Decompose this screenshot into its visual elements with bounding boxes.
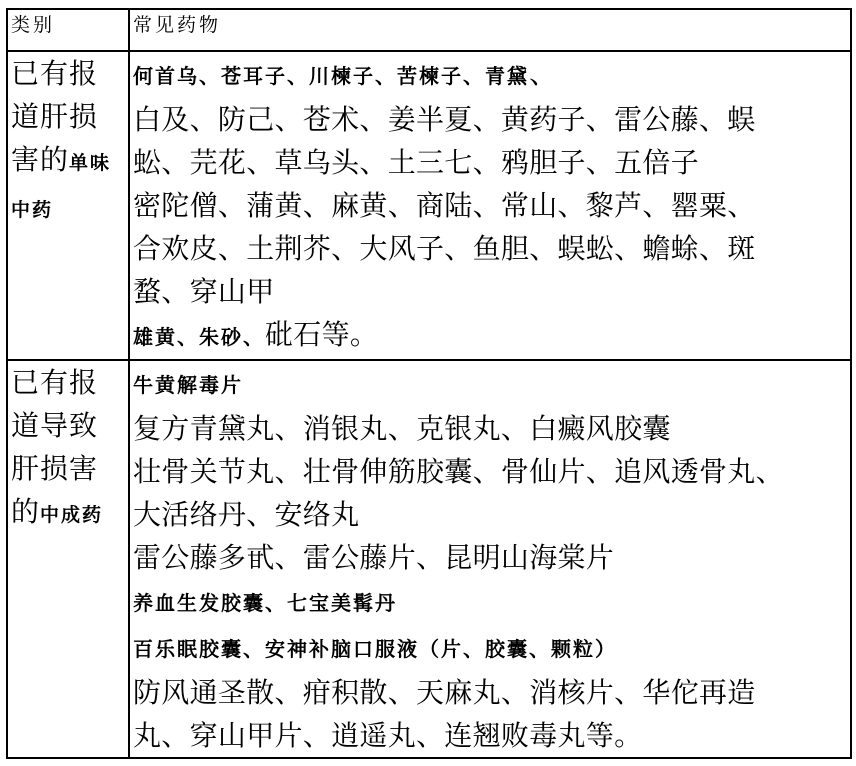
drug-line (133, 579, 847, 625)
drug-line (133, 227, 847, 270)
drug-bold: 雄黄、朱砂、 (133, 325, 265, 349)
drug-plain: 白及、防己、苍术、姜半夏、黄药子、雷公藤、蜈 (133, 103, 756, 136)
drug-line (133, 450, 847, 493)
header-drugs: 常见药物 (129, 9, 851, 51)
drug-line (133, 313, 847, 359)
category-cell (7, 360, 129, 758)
drug-line (133, 671, 847, 714)
drugs-cell (129, 51, 851, 360)
drug-line (133, 270, 847, 313)
drugs-cell (129, 360, 851, 758)
drug-plain: 砒石等。 (265, 318, 379, 351)
drug-plain: 壮骨关节丸、壮骨伸筋胶囊、骨仙片、追风透骨丸、 (133, 455, 784, 488)
drug-plain: 合欢皮、土荆芥、大风子、鱼胆、蜈蚣、蟾蜍、斑 (133, 232, 756, 265)
drug-line (133, 625, 847, 671)
drug-plain: 密陀僧、蒲黄、麻黄、商陆、常山、黎芦、罂粟、 (133, 189, 756, 222)
hepatotoxic-drug-table (6, 8, 852, 759)
drug-line (133, 361, 847, 407)
drug-plain: 蚣、芫花、草乌头、土三七、鸦胆子、五倍子 (133, 146, 700, 179)
category-emphasis: 单味中药 (11, 152, 112, 221)
drug-plain: 大活络丹、安络丸 (133, 498, 360, 531)
header-category: 类别 (7, 9, 129, 51)
drug-bold: 牛黄解毒片 (133, 373, 243, 397)
drug-plain: 防风通圣散、疳积散、天麻丸、消核片、华佗再造 (133, 676, 756, 709)
drug-line (133, 184, 847, 227)
drug-line (133, 493, 847, 536)
drug-bold: 养血生发胶囊、七宝美髯丹 (133, 591, 397, 615)
drug-plain: 、 (529, 57, 558, 90)
drug-bold: 百乐眠胶囊、安神补脑口服液（片、胶囊、颗粒） (133, 637, 617, 661)
drug-plain: 雷公藤多甙、雷公藤片、昆明山海棠片 (133, 541, 615, 574)
drug-line (133, 98, 847, 141)
drug-line (133, 714, 847, 757)
category-text: 已有报道肝损害的 (11, 57, 99, 176)
drug-line (133, 52, 847, 98)
drug-plain: 丸、穿山甲片、逍遥丸、连翘败毒丸等。 (133, 719, 643, 752)
drug-line (133, 407, 847, 450)
category-cell (7, 51, 129, 360)
table-row (7, 51, 851, 360)
category-emphasis: 中成药 (40, 504, 104, 526)
drug-bold: 何首乌、苍耳子、川楝子、苦楝子、青黛 (133, 64, 529, 88)
category-text: 已有报道导致肝损害的 (11, 366, 99, 528)
drug-line (133, 141, 847, 184)
drug-plain: 蝥、穿山甲 (133, 275, 275, 308)
table-row (7, 360, 851, 758)
table-header-row (7, 9, 851, 51)
drug-line (133, 536, 847, 579)
drug-plain: 复方青黛丸、消银丸、克银丸、白癜风胶囊 (133, 412, 671, 445)
